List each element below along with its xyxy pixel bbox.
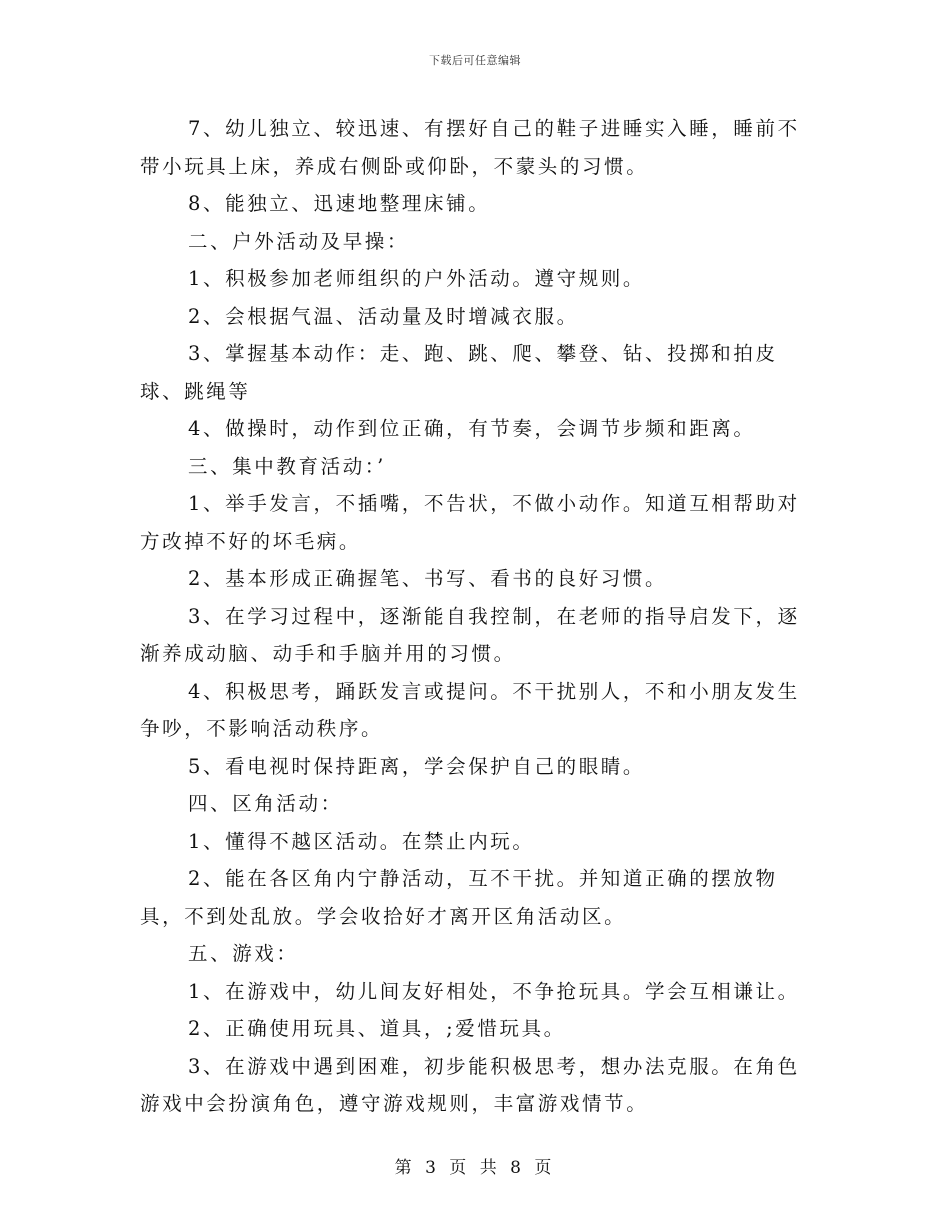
- paragraph: 1、举手发言，不插嘴，不告状，不做小动作。知道互相帮助对方改掉不好的坏毛病。: [140, 492, 800, 553]
- paragraph: 4、做操时，动作到位正确，有节奏，会调节步频和距离。: [188, 417, 756, 440]
- section-heading: 二、户外活动及早操：: [188, 229, 410, 253]
- paragraph: 1、积极参加老师组织的户外活动。遵守规则。: [188, 267, 646, 290]
- paragraph: 4、积极思考，踊跃发言或提问。不干扰别人，不和小朋友发生争吵，不影响活动秩序。: [140, 679, 800, 740]
- paragraph: 2、基本形成正确握笔、书写、看书的良好习惯。: [188, 567, 668, 590]
- paragraph: 8、能独立、迅速地整理床铺。: [188, 192, 491, 215]
- paragraph: 1、懂得不越区活动。在禁止内玩。: [188, 829, 535, 853]
- page-footer: 第 3 页 共 8 页: [394, 1158, 556, 1178]
- section-heading: 五、游戏：: [188, 942, 299, 965]
- paragraph: 5、看电视时保持距离，学会保护自己的眼睛。: [188, 754, 646, 778]
- paragraph: 1、在游戏中，幼儿间友好相处，不争抢玩具。学会互相谦让。: [188, 979, 800, 1003]
- paragraph: 2、正确使用玩具、道具，;爱惜玩具。: [188, 1017, 566, 1040]
- section-heading: 四、区角活动：: [188, 792, 343, 815]
- paragraph: 7、幼儿独立、较迅速、有摆好自己的鞋子进睡实入睡，睡前不带小玩具上床，养成右侧卧或仰卧，不蒙头的习惯。: [140, 117, 800, 178]
- page-header: 下载后可任意编辑: [429, 54, 521, 67]
- paragraph: 3、在学习过程中，逐渐能自我控制，在老师的指导启发下，逐渐养成动脑、动手和手脑并用的习惯。: [140, 604, 800, 665]
- section-heading: 三、集中教育活动：’: [188, 454, 386, 478]
- paragraph: 3、掌握基本动作：走、跑、跳、爬、攀登、钻、投掷和拍皮球、跳绳等: [140, 342, 778, 403]
- paragraph: 2、能在各区角内宁静活动，互不干扰。并知道正确的摆放物具，不到处乱放。学会收拾好才离开区角活动区。: [140, 867, 778, 928]
- paragraph: 3、在游戏中遇到困难，初步能积极思考，想办法克服。在角色游戏中会扮演角色，遵守游戏规则，丰富游戏情节。: [140, 1054, 800, 1115]
- paragraph: 2、会根据气温、活动量及时增减衣服。: [188, 304, 579, 328]
- document-body: [140, 110, 812, 1123]
